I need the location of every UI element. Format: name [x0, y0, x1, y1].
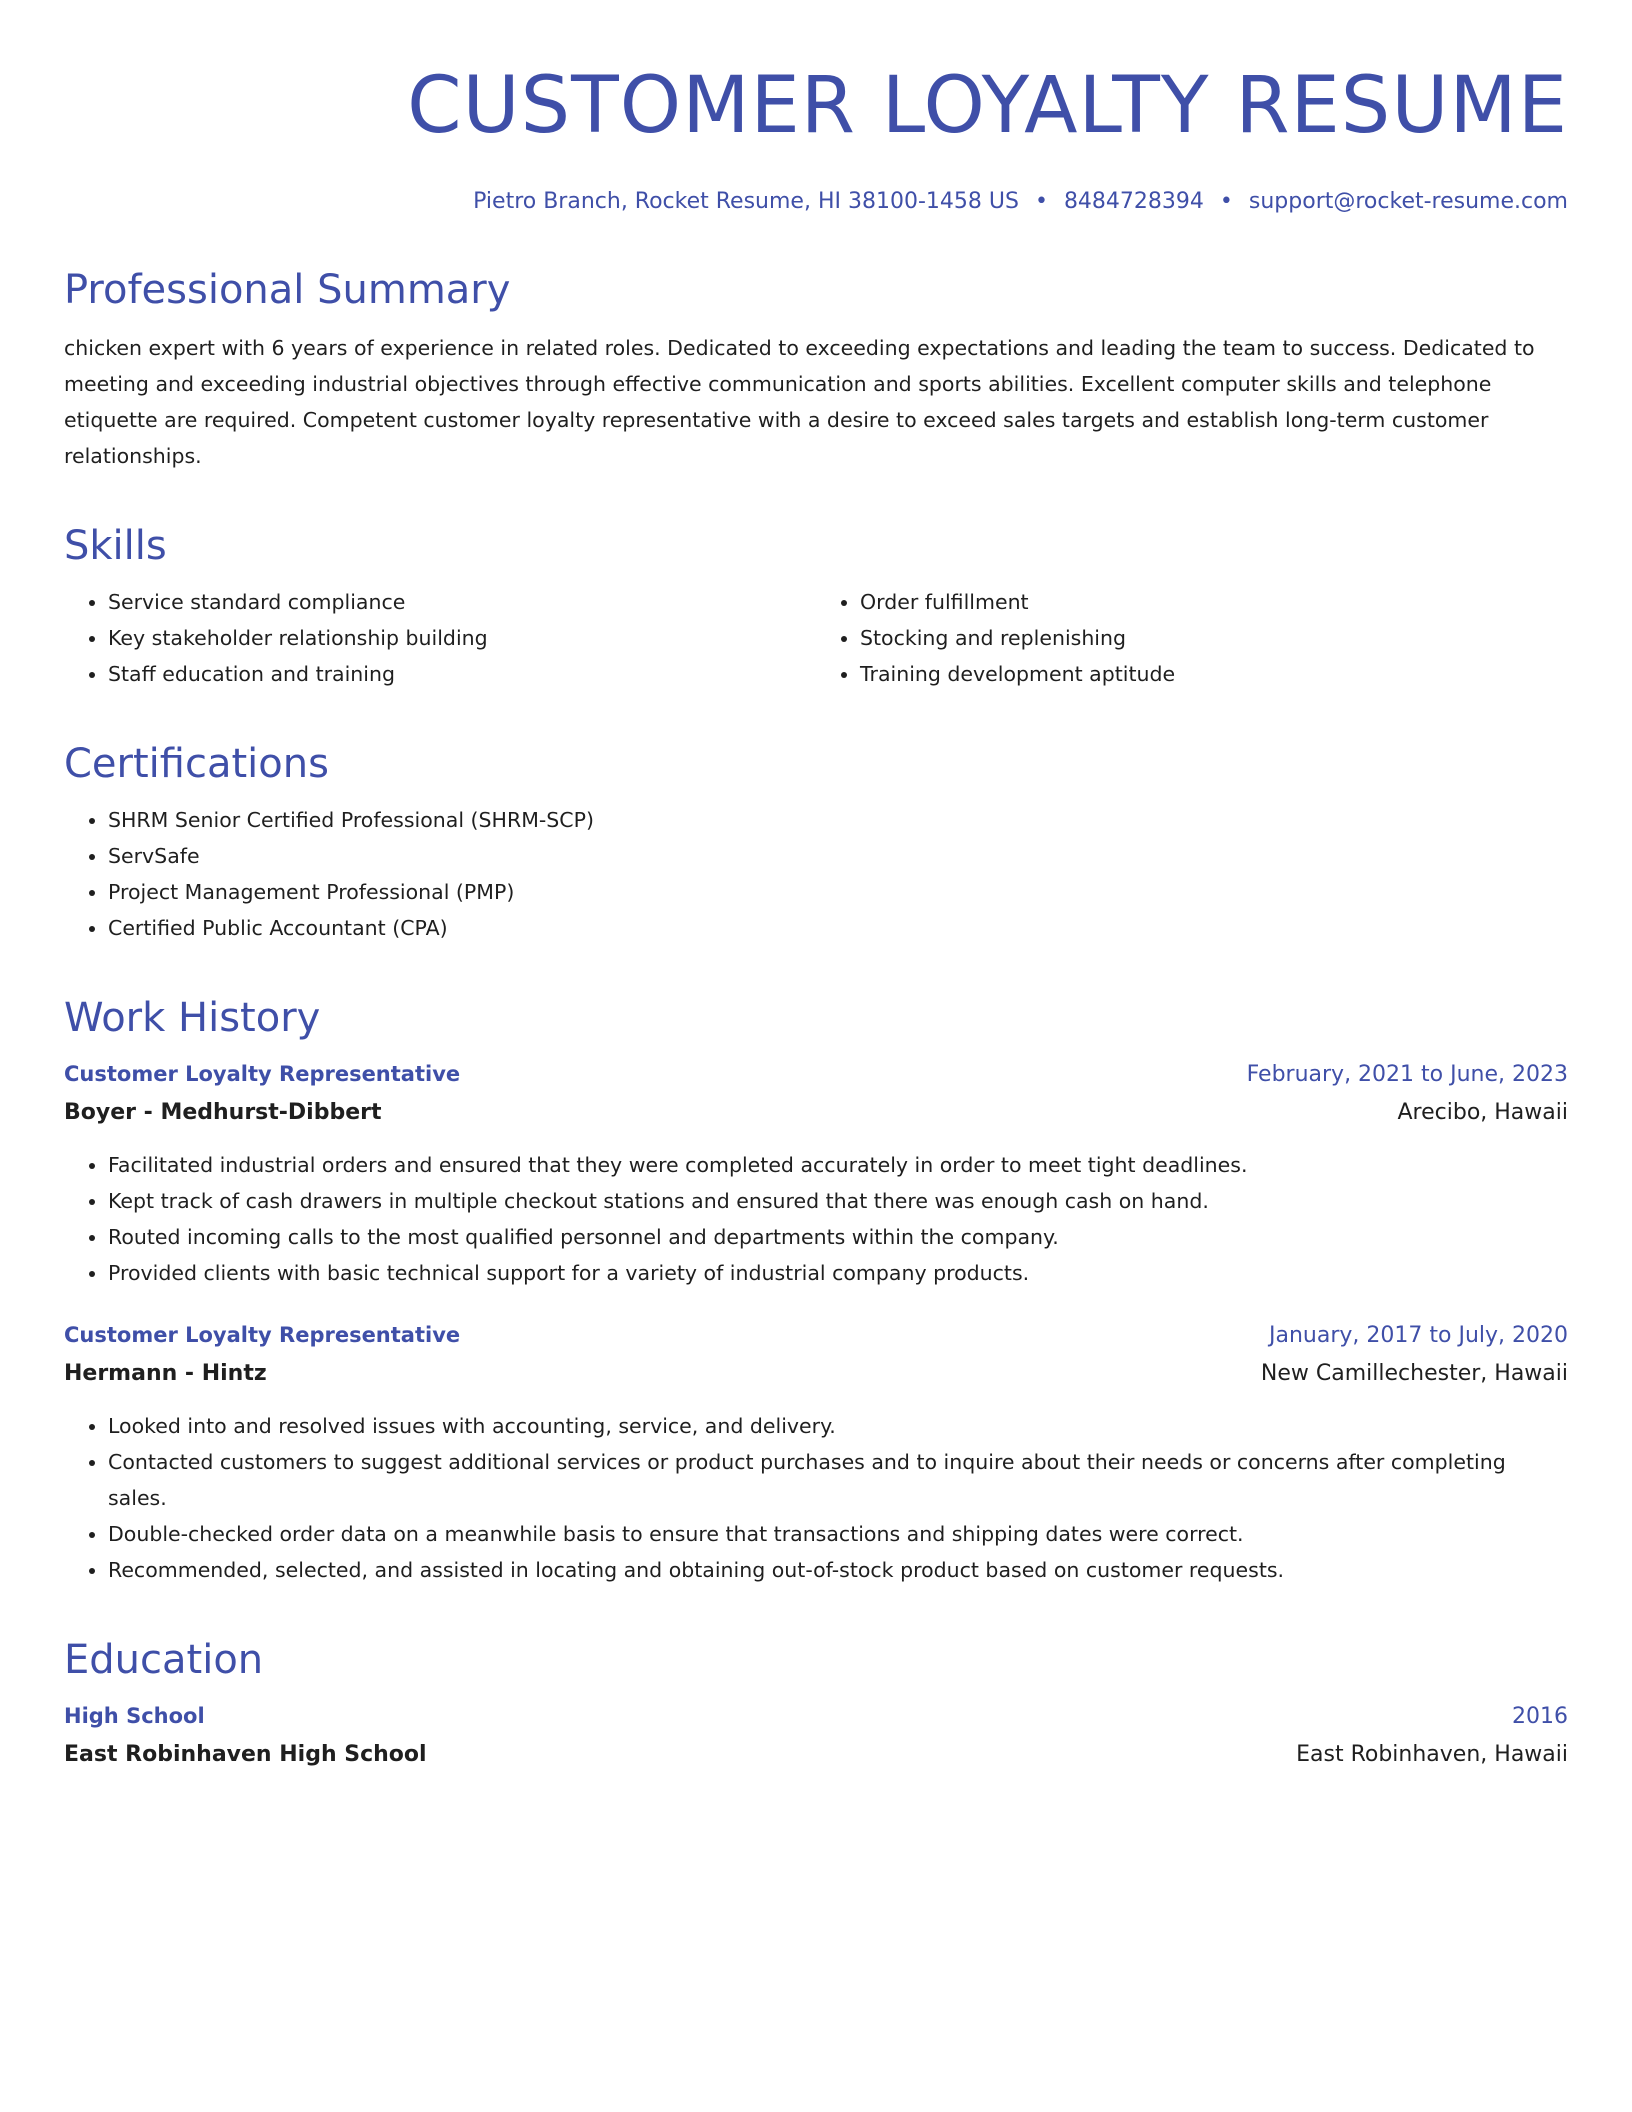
job-duty-item: • Looked into and resolved issues with accounting, service, and delivery.: [108, 1408, 1568, 1444]
job-duty-item: • Double-checked order data on a meanwhile basis to ensure that transactions and shipping dates were correct.: [108, 1516, 1568, 1552]
certifications-list: [64, 802, 1568, 946]
job-header-row: [64, 1056, 1568, 1093]
resume-header: [64, 56, 1568, 218]
job-duty-item: • Facilitated industrial orders and ensured that they were completed accurately in order to meet tight deadlines.: [108, 1147, 1568, 1183]
certification-item: • Project Management Professional (PMP): [108, 874, 1568, 910]
education-school: East Robinhaven High School: [64, 1742, 427, 1767]
job-duties-list: [64, 1408, 1568, 1588]
skills-list-left: [64, 584, 816, 692]
section-title-education: Education: [64, 1637, 264, 1683]
summary-text: chicken expert with 6 years of experience in related roles. Dedicated to exceeding expectations and leading the team to success. Dedicated to meeting and exceeding industrial objectives through effective communication and sports abilities. Excellent computer skills and telephone etiquette are required. Competent customer loyalty representative with a desire to exceed sales targets and establish long-term customer relationships.: [64, 336, 1535, 468]
section-title-work-history: Work History: [64, 995, 321, 1041]
education-location: East Robinhaven, Hawaii: [1296, 1742, 1568, 1767]
education-header-row: [64, 1698, 1568, 1735]
education-entry: [64, 1698, 1568, 1775]
certifications-section: [64, 738, 1568, 946]
education-year: 2016: [1512, 1704, 1568, 1729]
skill-item: • Staff education and training: [108, 656, 816, 692]
skill-item: • Key stakeholder relationship building: [108, 620, 816, 656]
job-entry: [64, 1317, 1568, 1588]
job-dates: January, 2017 to July, 2020: [1269, 1323, 1568, 1348]
summary-section: [64, 264, 1568, 474]
contact-address: Pietro Branch, Rocket Resume, HI 38100-1458 US: [473, 189, 1019, 214]
job-location: Arecibo, Hawaii: [1397, 1100, 1568, 1125]
job-header-row: [64, 1317, 1568, 1354]
job-duties-list: [64, 1147, 1568, 1291]
section-title-skills: Skills: [64, 523, 167, 569]
education-degree: High School: [64, 1704, 205, 1728]
job-company-row: [64, 1093, 1568, 1133]
job-company-row: [64, 1354, 1568, 1394]
job-duty-item: • Kept track of cash drawers in multiple checkout stations and ensured that there was enough cash on hand.: [108, 1183, 1568, 1219]
contact-email: support@rocket-resume.com: [1248, 189, 1568, 214]
job-dates: February, 2021 to June, 2023: [1246, 1062, 1568, 1087]
job-duty-item: • Contacted customers to suggest additional services or product purchases and to inquire about their needs or concerns after completing sales.: [108, 1444, 1568, 1516]
skill-item: • Stocking and replenishing: [860, 620, 1568, 656]
skill-item: • Order fulfillment: [860, 584, 1568, 620]
job-company: Boyer - Medhurst-Dibbert: [64, 1100, 382, 1125]
certification-item: • SHRM Senior Certified Professional (SHRM-SCP): [108, 802, 1568, 838]
work-history-section: [64, 992, 1568, 1588]
skill-item: • Training development aptitude: [860, 656, 1568, 692]
education-school-row: [64, 1735, 1568, 1775]
section-title-certifications: Certifications: [64, 741, 329, 787]
section-title-summary: Professional Summary: [64, 267, 511, 313]
skills-grid: [64, 584, 1568, 692]
job-duty-item: • Recommended, selected, and assisted in locating and obtaining out-of-stock product based on customer requests.: [108, 1552, 1568, 1588]
contact-separator: •: [1034, 189, 1048, 214]
job-company: Hermann - Hintz: [64, 1361, 267, 1386]
job-duty-item: • Provided clients with basic technical support for a variety of industrial company products.: [108, 1255, 1568, 1291]
skills-list-right: [816, 584, 1568, 692]
skills-section: [64, 520, 1568, 692]
resume-title: CUSTOMER LOYALTY RESUME: [407, 61, 1568, 151]
job-duty-item: • Routed incoming calls to the most qualified personnel and departments within the company.: [108, 1219, 1568, 1255]
job-entry: [64, 1056, 1568, 1291]
contact-line: [64, 186, 1568, 218]
certification-item: • ServSafe: [108, 838, 1568, 874]
job-location: New Camillechester, Hawaii: [1260, 1361, 1568, 1386]
education-section: [64, 1634, 1568, 1775]
contact-separator: •: [1219, 189, 1233, 214]
contact-phone: 8484728394: [1063, 189, 1204, 214]
job-title: Customer Loyalty Representative: [64, 1323, 461, 1347]
skill-item: • Service standard compliance: [108, 584, 816, 620]
job-title: Customer Loyalty Representative: [64, 1062, 461, 1086]
certification-item: • Certified Public Accountant (CPA): [108, 910, 1568, 946]
